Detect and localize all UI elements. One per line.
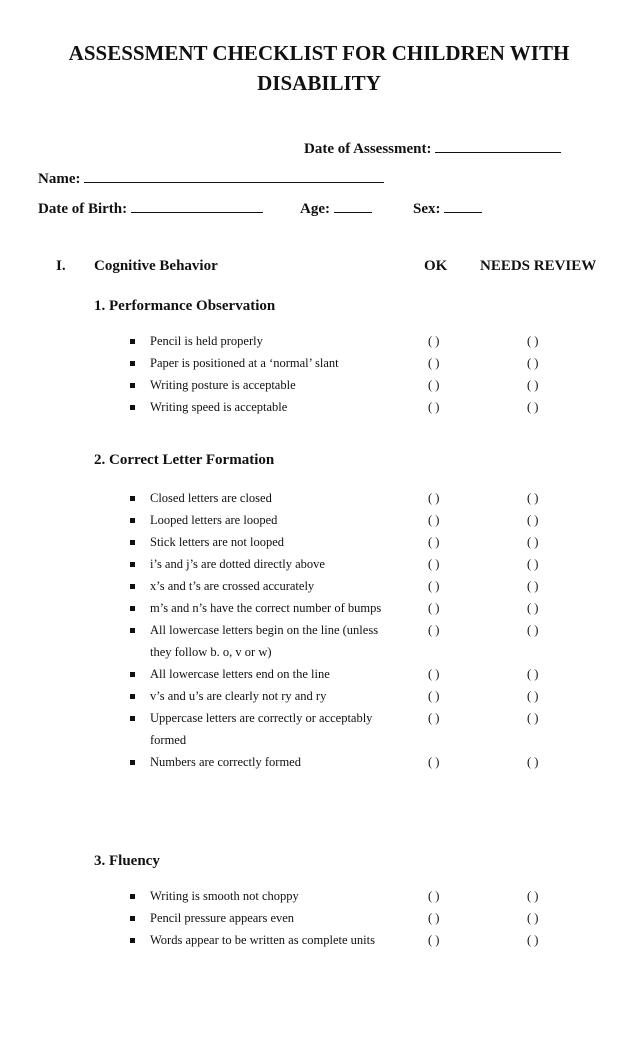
section-title: Cognitive Behavior — [94, 258, 218, 274]
checklist-item-label: Looped letters are looped — [150, 513, 278, 527]
bullet-marker — [130, 383, 135, 388]
bullet-marker — [130, 606, 135, 611]
sex-field[interactable] — [413, 198, 482, 218]
bullet-marker — [130, 672, 135, 677]
date-of-assessment-line — [435, 138, 561, 153]
subsection-heading: 3. Fluency — [94, 853, 160, 869]
bullet-marker — [130, 496, 135, 501]
needs-review-checkbox[interactable]: ( ) — [527, 689, 539, 703]
checklist-item-label: Writing speed is acceptable — [150, 400, 288, 414]
ok-checkbox[interactable]: ( ) — [428, 755, 440, 769]
needs-review-checkbox[interactable]: ( ) — [527, 378, 539, 392]
checklist-item-label: Paper is positioned at a ‘normal’ slant — [150, 356, 339, 370]
bullet-marker — [130, 628, 135, 633]
needs-review-checkbox[interactable]: ( ) — [527, 933, 539, 947]
needs-review-checkbox[interactable]: ( ) — [527, 334, 539, 348]
needs-review-checkbox[interactable]: ( ) — [527, 623, 539, 637]
ok-checkbox[interactable]: ( ) — [428, 356, 440, 370]
needs-review-checkbox[interactable]: ( ) — [527, 513, 539, 527]
checklist-item-label: v’s and u’s are clearly not ry and ry — [150, 689, 327, 703]
bullet-marker — [130, 916, 135, 921]
needs-review-checkbox[interactable]: ( ) — [527, 356, 539, 370]
ok-checkbox[interactable]: ( ) — [428, 889, 440, 903]
checklist-item-continuation: formed — [150, 733, 187, 747]
age-line — [334, 198, 372, 213]
needs-review-checkbox[interactable]: ( ) — [527, 755, 539, 769]
ok-checkbox[interactable]: ( ) — [428, 491, 440, 505]
ok-checkbox[interactable]: ( ) — [428, 334, 440, 348]
checklist-item-label: All lowercase letters end on the line — [150, 667, 330, 681]
document-title-line2: DISABILITY — [257, 71, 381, 95]
needs-review-checkbox[interactable]: ( ) — [527, 535, 539, 549]
bullet-marker — [130, 694, 135, 699]
needs-review-checkbox[interactable]: ( ) — [527, 557, 539, 571]
date-of-birth-label: Date of Birth: — [38, 201, 128, 217]
checklist-item-label: Numbers are correctly formed — [150, 755, 301, 769]
checklist-item-label: Pencil is held properly — [150, 334, 263, 348]
date-of-assessment-field[interactable] — [304, 138, 561, 158]
bullet-marker — [130, 760, 135, 765]
bullet-marker — [130, 562, 135, 567]
needs-review-checkbox[interactable]: ( ) — [527, 667, 539, 681]
sex-line — [444, 198, 482, 213]
ok-checkbox[interactable]: ( ) — [428, 557, 440, 571]
document-title-line1: ASSESSMENT CHECKLIST FOR CHILDREN WITH — [68, 41, 570, 65]
bullet-marker — [130, 894, 135, 899]
ok-checkbox[interactable]: ( ) — [428, 378, 440, 392]
subsection-heading: 2. Correct Letter Formation — [94, 452, 275, 468]
age-label: Age: — [300, 201, 330, 217]
ok-checkbox[interactable]: ( ) — [428, 711, 440, 725]
checklist-item-label: m’s and n’s have the correct number of bumps — [150, 601, 382, 615]
ok-checkbox[interactable]: ( ) — [428, 623, 440, 637]
checklist-item-label: x’s and t’s are crossed accurately — [150, 579, 315, 593]
ok-checkbox[interactable]: ( ) — [428, 579, 440, 593]
name-field[interactable] — [38, 168, 384, 188]
ok-checkbox[interactable]: ( ) — [428, 535, 440, 549]
bullet-marker — [130, 361, 135, 366]
checklist-item-label: i’s and j’s are dotted directly above — [150, 557, 325, 571]
date-of-assessment-label: Date of Assessment: — [304, 141, 432, 157]
needs-review-checkbox[interactable]: ( ) — [527, 579, 539, 593]
needs-review-checkbox[interactable]: ( ) — [527, 911, 539, 925]
ok-checkbox[interactable]: ( ) — [428, 400, 440, 414]
bullet-marker — [130, 540, 135, 545]
checklist-item-continuation: they follow b. o, v or w) — [150, 645, 272, 659]
needs-review-checkbox[interactable]: ( ) — [527, 711, 539, 725]
name-label: Name: — [38, 171, 81, 187]
bullet-marker — [130, 716, 135, 721]
column-needs-review-header: NEEDS REVIEW — [480, 258, 597, 274]
needs-review-checkbox[interactable]: ( ) — [527, 400, 539, 414]
checklist-item-label: Writing is smooth not choppy — [150, 889, 299, 903]
date-of-birth-field[interactable] — [38, 198, 263, 218]
checklist-item-label: All lowercase letters begin on the line (unless — [150, 623, 379, 637]
checklist-item-label: Uppercase letters are correctly or acceptably — [150, 711, 373, 725]
subsection-heading: 1. Performance Observation — [94, 298, 276, 314]
column-ok-header: OK — [424, 258, 448, 274]
ok-checkbox[interactable]: ( ) — [428, 933, 440, 947]
name-line — [84, 168, 384, 183]
bullet-marker — [130, 339, 135, 344]
bullet-marker — [130, 584, 135, 589]
bullet-marker — [130, 405, 135, 410]
checklist-item-label: Writing posture is acceptable — [150, 378, 296, 392]
checklist-item-label: Pencil pressure appears even — [150, 911, 295, 925]
age-field[interactable] — [300, 198, 372, 218]
checklist-item-label: Words appear to be written as complete units — [150, 933, 375, 947]
needs-review-checkbox[interactable]: ( ) — [527, 889, 539, 903]
needs-review-checkbox[interactable]: ( ) — [527, 491, 539, 505]
sex-label: Sex: — [413, 201, 441, 217]
ok-checkbox[interactable]: ( ) — [428, 601, 440, 615]
bullet-marker — [130, 518, 135, 523]
ok-checkbox[interactable]: ( ) — [428, 667, 440, 681]
section-numeral: I. — [56, 258, 66, 274]
checklist-item-label: Stick letters are not looped — [150, 535, 284, 549]
ok-checkbox[interactable]: ( ) — [428, 911, 440, 925]
bullet-marker — [130, 938, 135, 943]
ok-checkbox[interactable]: ( ) — [428, 689, 440, 703]
ok-checkbox[interactable]: ( ) — [428, 513, 440, 527]
needs-review-checkbox[interactable]: ( ) — [527, 601, 539, 615]
checklist-item-label: Closed letters are closed — [150, 491, 272, 505]
date-of-birth-line — [131, 198, 263, 213]
